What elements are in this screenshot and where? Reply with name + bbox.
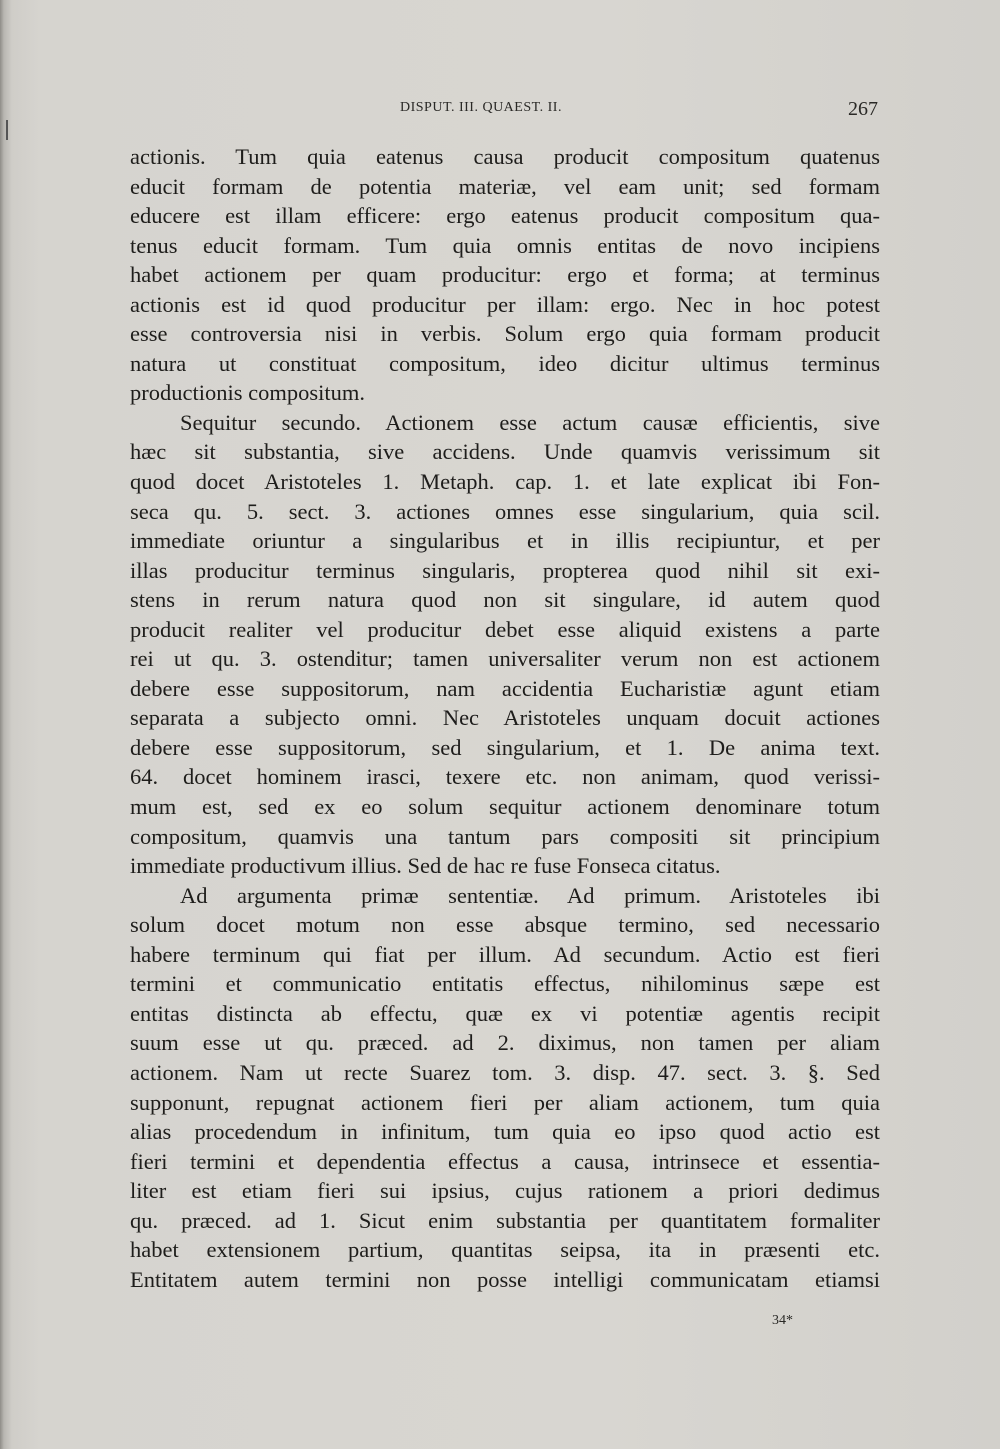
text-line: liter est etiam fieri sui ipsius, cujus rationem a priori dedimus	[130, 1178, 880, 1204]
text-line: hæc sit substantia, sive accidens. Unde quamvis verissimum sit	[130, 439, 880, 465]
page-header	[130, 98, 878, 122]
text-line: termini et communicatio entitatis effectus, nihilominus sæpe est	[130, 971, 880, 997]
running-head: DISPUT. III. QUAEST. II.	[400, 100, 562, 115]
text-line: illas producitur terminus singularis, propterea quod nihil sit exi-	[130, 557, 880, 583]
text-line: fieri termini et dependentia effectus a causa, intrinsece et essentia-	[130, 1148, 880, 1174]
page-number: 267	[848, 98, 878, 120]
text-line: entitas distincta ab effectu, quæ ex vi potentiæ agentis recipit	[130, 1000, 880, 1026]
body-text	[130, 142, 880, 1294]
signature-mark: 34*	[772, 1313, 793, 1328]
text-line: alias procedendum in infinitum, tum quia eo ipso quod actio est	[130, 1119, 880, 1145]
text-line: 64. docet hominem irasci, texere etc. non animam, quod verissi-	[130, 764, 880, 790]
text-line: educit formam de potentia materiæ, vel eam unit; sed formam	[130, 173, 880, 199]
text-line: compositum, quamvis una tantum pars compositi sit principium	[130, 823, 880, 849]
text-line: tenus educit formam. Tum quia omnis entitas de novo incipiens	[130, 232, 880, 258]
text-line: immediate productivum illius. Sed de hac re fuse Fonseca citatus.	[130, 853, 721, 879]
text-line: seca qu. 5. sect. 3. actiones omnes esse singularium, quia scil.	[130, 498, 880, 524]
text-line: supponunt, repugnat actionem fieri per aliam actionem, tum quia	[130, 1089, 880, 1115]
text-line: actionem. Nam ut recte Suarez tom. 3. disp. 47. sect. 3. §. Sed	[130, 1059, 880, 1085]
text-line: Sequitur secundo. Actionem esse actum causæ efficientis, sive	[180, 409, 880, 435]
text-line: mum est, sed ex eo solum sequitur actionem denominare totum	[130, 794, 880, 820]
text-line: solum docet motum non esse absque termino, sed necessario	[130, 912, 880, 938]
text-line: actionis. Tum quia eatenus causa producit compositum quatenus	[130, 144, 880, 169]
text-line: Ad argumenta primæ sententiæ. Ad primum. Aristoteles ibi	[180, 882, 880, 908]
text-line: suum esse ut qu. præced. ad 2. diximus, non tamen per aliam	[130, 1030, 880, 1056]
text-line: separata a subjecto omni. Nec Aristoteles unquam docuit actiones	[130, 705, 880, 731]
text-line: habet extensionem partium, quantitas seipsa, ita in præsenti etc.	[130, 1237, 880, 1263]
text-line: productionis compositum.	[130, 380, 365, 406]
text-line: actionis est id quod producitur per illam: ergo. Nec in hoc potest	[130, 291, 880, 317]
text-line: Entitatem autem termini non posse intelligi communicatam etiamsi	[130, 1266, 880, 1292]
text-line: debere esse suppositorum, sed singularium, et 1. De anima text.	[130, 734, 880, 760]
text-line: producit realiter vel producitur debet esse aliquid existens a parte	[130, 616, 880, 642]
text-line: rei ut qu. 3. ostenditur; tamen universaliter verum non est actionem	[130, 646, 880, 672]
text-line: quod docet Aristoteles 1. Metaph. cap. 1. et late explicat ibi Fon-	[130, 469, 880, 495]
text-line: habere terminum qui fiat per illum. Ad secundum. Actio est fieri	[130, 941, 880, 967]
text-line: esse controversia nisi in verbis. Solum ergo quia formam producit	[130, 321, 880, 347]
page-edge-mark	[6, 120, 8, 140]
text-line: debere esse suppositorum, nam accidentia Eucharistiæ agunt etiam	[130, 675, 880, 701]
text-line: educere est illam efficere: ergo eatenus producit compositum qua-	[130, 203, 880, 229]
text-line: habet actionem per quam producitur: ergo et forma; at terminus	[130, 262, 880, 288]
text-line: natura ut constituat compositum, ideo dicitur ultimus terminus	[130, 350, 880, 376]
text-line: stens in rerum natura quod non sit singulare, id autem quod	[130, 587, 880, 613]
text-line: immediate oriuntur a singularibus et in illis recipiuntur, et per	[130, 528, 880, 554]
text-line: qu. præced. ad 1. Sicut enim substantia per quantitatem formaliter	[130, 1207, 880, 1233]
